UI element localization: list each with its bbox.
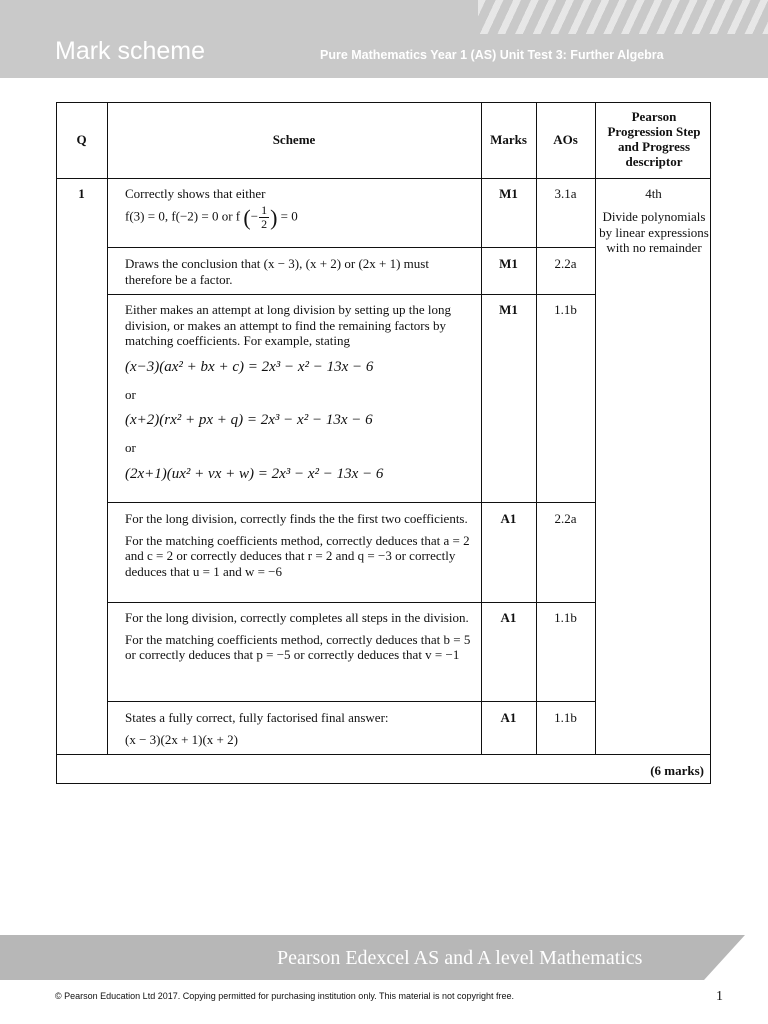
scheme-text: For the long division, correctly completes all steps in the division. [125,610,469,625]
scheme-row-4 [125,511,475,579]
equation-3: (2x+1)(ux² + vx + w) = 2x³ − x² − 13x − 6 [125,465,384,482]
equation-1: (x−3)(ax² + bx + c) = 2x³ − x² − 13x − 6 [125,358,374,375]
table-divider [107,602,596,603]
header-scheme: Scheme [272,132,316,147]
mark-row-2: M1 [499,256,518,271]
scheme-text: Correctly shows that either [125,186,266,201]
header-title: Mark scheme [55,37,206,65]
question-number: 1 [78,186,85,201]
scheme-text: For the matching coefficients method, correctly deduces that a = 2 and c = 2 or correctly deduces that r = 2 and q = −3 or correctly deduces that u = 1 and w = −6 [125,532,470,579]
ao-row-1: 3.1a [554,186,577,201]
page-number: 1 [716,989,723,1004]
ao-row-6: 1.1b [554,710,577,725]
table-divider [595,102,596,754]
scheme-row-5 [125,610,475,663]
total-marks: (6 marks) [650,763,704,778]
table-divider [107,701,596,702]
header-q: Q [76,132,87,147]
scheme-text: For the matching coefficients method, correctly deduces that b = 5 or correctly deduces that p = −5 or correctly deduces that v = −1 [125,631,471,662]
page-header [0,0,768,78]
math-prefix: f(3) = 0, f(−2) = 0 or f [125,207,241,223]
mark-row-1: M1 [499,186,518,201]
scheme-text: For the long division, correctly finds the the first two coefficients. [125,511,468,526]
ao-row-3: 1.1b [554,302,577,317]
scheme-row-2 [125,256,475,287]
table-divider [56,178,711,179]
mark-row-5: A1 [500,610,517,625]
ao-row-4: 2.2a [554,511,577,526]
scheme-text: Either makes an attempt at long division by setting up the long division, or makes an attempt to find the remaining factors by matching coefficients. For example, stating [125,302,452,348]
table-divider [56,754,711,755]
or-text: or [125,387,136,402]
mark-row-4: A1 [500,511,517,526]
header-marks: Marks [490,132,527,147]
paren-open: ( [243,204,251,230]
scheme-text: Draws the conclusion that (x − 3), (x + 2) or (2x + 1) must therefore be a factor. [125,256,429,287]
fraction-half [259,204,269,231]
progress-descriptor: Divide polynomials by linear expressions with no remainder [599,209,709,255]
ao-row-5: 1.1b [554,610,577,625]
table-divider [107,102,108,754]
mark-row-3: M1 [499,302,518,317]
or-text: or [125,440,136,455]
table-divider [107,247,596,248]
header-aos: AOs [553,132,578,147]
table-divider [107,294,596,295]
footer-brand: Pearson Edexcel AS and A level Mathematics [277,947,643,969]
scheme-row-6 [125,710,475,747]
scheme-math [125,204,475,231]
scheme-row-1 [125,186,475,231]
paren-close: ) [270,204,278,230]
progress-step: 4th [645,186,662,201]
header-pearson-progression: Pearson Progression Step and Progress descriptor [607,109,701,169]
header-subtitle: Pure Mathematics Year 1 (AS) Unit Test 3: Further Algebra [320,48,664,62]
math-suffix: = 0 [280,207,298,223]
scheme-row-3 [125,302,475,482]
ao-row-2: 2.2a [554,256,577,271]
fraction-numerator: 1 [261,202,268,217]
copyright-notice: © Pearson Education Ltd 2017. Copying permitted for purchasing institution only. This material is not copyright free. [55,991,515,1001]
mark-row-6: A1 [500,710,517,725]
equation-2: (x+2)(rx² + px + q) = 2x³ − x² − 13x − 6 [125,411,373,428]
math-minus: − [250,207,259,223]
scheme-text: States a fully correct, fully factorised final answer: [125,710,389,725]
final-answer: (x − 3)(2x + 1)(x + 2) [125,731,238,747]
fraction-denominator: 2 [261,216,268,231]
table-divider [107,502,596,503]
header-decoration [478,0,768,34]
